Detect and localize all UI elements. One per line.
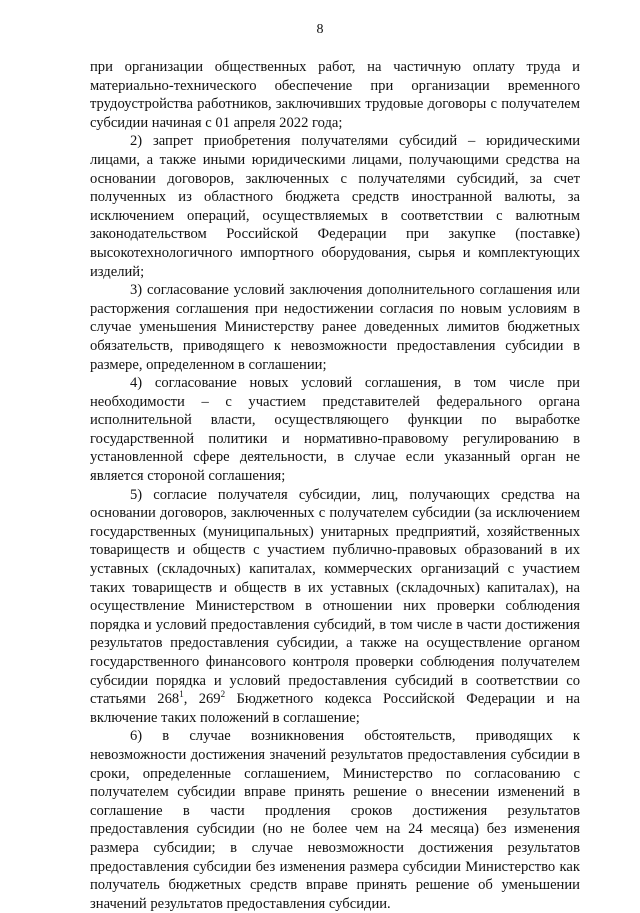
paragraph-item-6: 6) в случае возникновения обстоятельств, приводящих к невозможности достижения значений результатов предоставления субсидии в сроки, определенные соглашением, Министерство по согласованию с получателем субсидии вправе принять решение о внесении изменений в соглашение в части продления сроков достижения результатов предоставления субсидии (но не более чем на 24 месяца) без изменения размера субсидии; в случае невозможности достижения результатов предоставления субсидии без изменения размера субсидии Министерство как получатель бюджетных средств вправе принять решение об уменьшении значений результатов предоставления субсидии. <box>90 728 580 912</box>
paragraph-item-5 <box>90 486 580 728</box>
paragraph-item-5-text-mid: , 269 <box>183 691 221 708</box>
superscript-2: 2 <box>220 689 226 700</box>
paragraph-item-5-text-after: Бюджетного кодекса Российской Федерации и на включение таких положений в соглашение; <box>90 691 581 726</box>
paragraph-item-4: 4) согласование новых условий соглашения, в том числе при необходимости – с участием представителей федерального органа исполнительной власти, осуществляющего функции по выработке государственной политики и нормативно-правовому регулированию в установленной сфере деятельности, в случае если указанный орган не является стороной соглашения; <box>90 375 580 485</box>
superscript-1: 1 <box>179 689 184 700</box>
page-number: 8 <box>316 22 324 37</box>
paragraph-item-3: 3) согласование условий заключения дополнительного соглашения или расторжения соглашения при недостижении согласия по новым условиям в случае уменьшения Министерству ранее доведенных лимитов бюджетных обязательств, приводящего к невозможности предоставления субсидии в размере, определенном в соглашении; <box>90 282 580 373</box>
paragraph-item-5-text-before: 5) согласие получателя субсидии, лиц, получающих средства на основании договоров, заключенных с получателем субсидии (за исключением государственных (муниципальных) унитарных предприятий, хозяйственных товариществ и обществ с участием публично-правовых образований в их уставных (складочных) капиталах, коммерческих организаций с участием таких товариществ и обществ в их уставных (складочных) капиталах), на осуществление Министерством в отношении них проверки соблюдения порядка и условий предоставления субсидий, в том числе в части достижения результатов предоставления субсидии, а также на осуществление органом государственного финансового контроля проверки соблюдения получателем субсидии порядка и условий предоставления субсидий в соответствии со статьями 268 <box>90 486 580 708</box>
document-body <box>90 58 580 913</box>
paragraph-item-2: 2) запрет приобретения получателями субсидий – юридическими лицами, а также иными юридическими лицами, получающими средства на основании договоров, заключенных с получателями субсидий, за счет полученных из областного бюджета средств иностранной валюты, за исключением операций, осуществляемых в соответствии с валютным законодательством Российской Федерации при закупке (поставке) высокотехнологичного импортного оборудования, сырья и комплектующих изделий; <box>90 133 580 280</box>
paragraph-continuation: при организации общественных работ, на частичную оплату труда и материально-технического обеспечение при организации временного трудоустройства работников, заключивших трудовые договоры с получателем субсидии начиная с 01 апреля 2022 года; <box>90 59 580 131</box>
